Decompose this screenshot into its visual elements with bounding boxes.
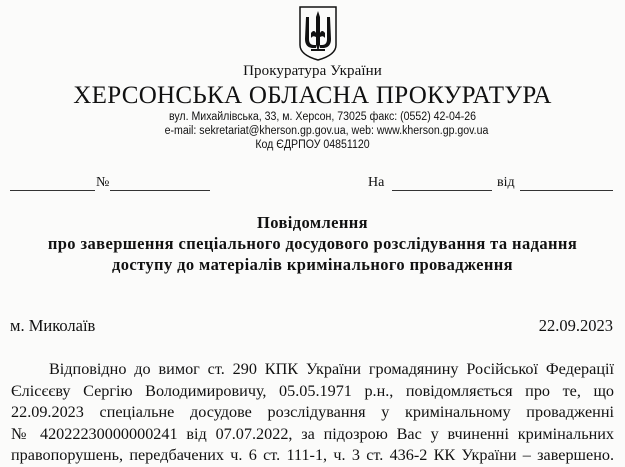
outgoing-date-blank (10, 190, 95, 191)
document-subtitle-line-2: доступу до матеріалів кримінального провадження (111, 255, 514, 274)
org-contacts: e-mail: sekretariat@kherson.gp.gov.ua, web: www.kherson.gp.gov.ua (164, 125, 489, 137)
outgoing-number-blank (110, 190, 210, 191)
reply-date-blank (520, 190, 613, 191)
reply-label: На (368, 175, 385, 190)
parent-org-name: Прокуратура України (243, 63, 382, 79)
document-city: м. Миколаїв (10, 316, 96, 335)
from-label: від (497, 175, 515, 190)
body-line: правопорушень, передбачених ч. 6 ст. 111-1, ч. 3 ст. 436-2 КК України – завершено. (11, 446, 614, 464)
document-date: 22.09.2023 (538, 316, 613, 335)
number-label: № (96, 175, 110, 190)
org-address: вул. Михайлівська, 33, м. Херсон, 73025 факс: (0552) 42-04-26 (168, 111, 477, 123)
document-body (11, 359, 614, 467)
body-line: 22.09.2023 спеціальне досудове розслідування у кримінальному провадженні (11, 403, 614, 421)
coat-of-arms-icon (298, 5, 338, 61)
body-line: № 42022230000000241 від 07.07.2022, за підозрою Вас у вчиненні кримінальних (11, 424, 614, 443)
reply-number-blank (392, 190, 492, 191)
body-line: Єлісєєву Сергію Володимировичу, 05.05.1971 р.н., повідомляється про те, що (11, 381, 614, 400)
body-line: Відповідно до вимог ст. 290 КПК України громадянину Російської Федерації (49, 360, 614, 378)
document-title: Повідомлення (256, 213, 368, 232)
org-edrpou: Код ЄДРПОУ 04851120 (255, 139, 370, 151)
org-title: ХЕРСОНСЬКА ОБЛАСНА ПРОКУРАТУРА (73, 82, 552, 109)
document-subtitle-line-1: про завершення спеціального досудового розслідування та надання (47, 234, 578, 253)
